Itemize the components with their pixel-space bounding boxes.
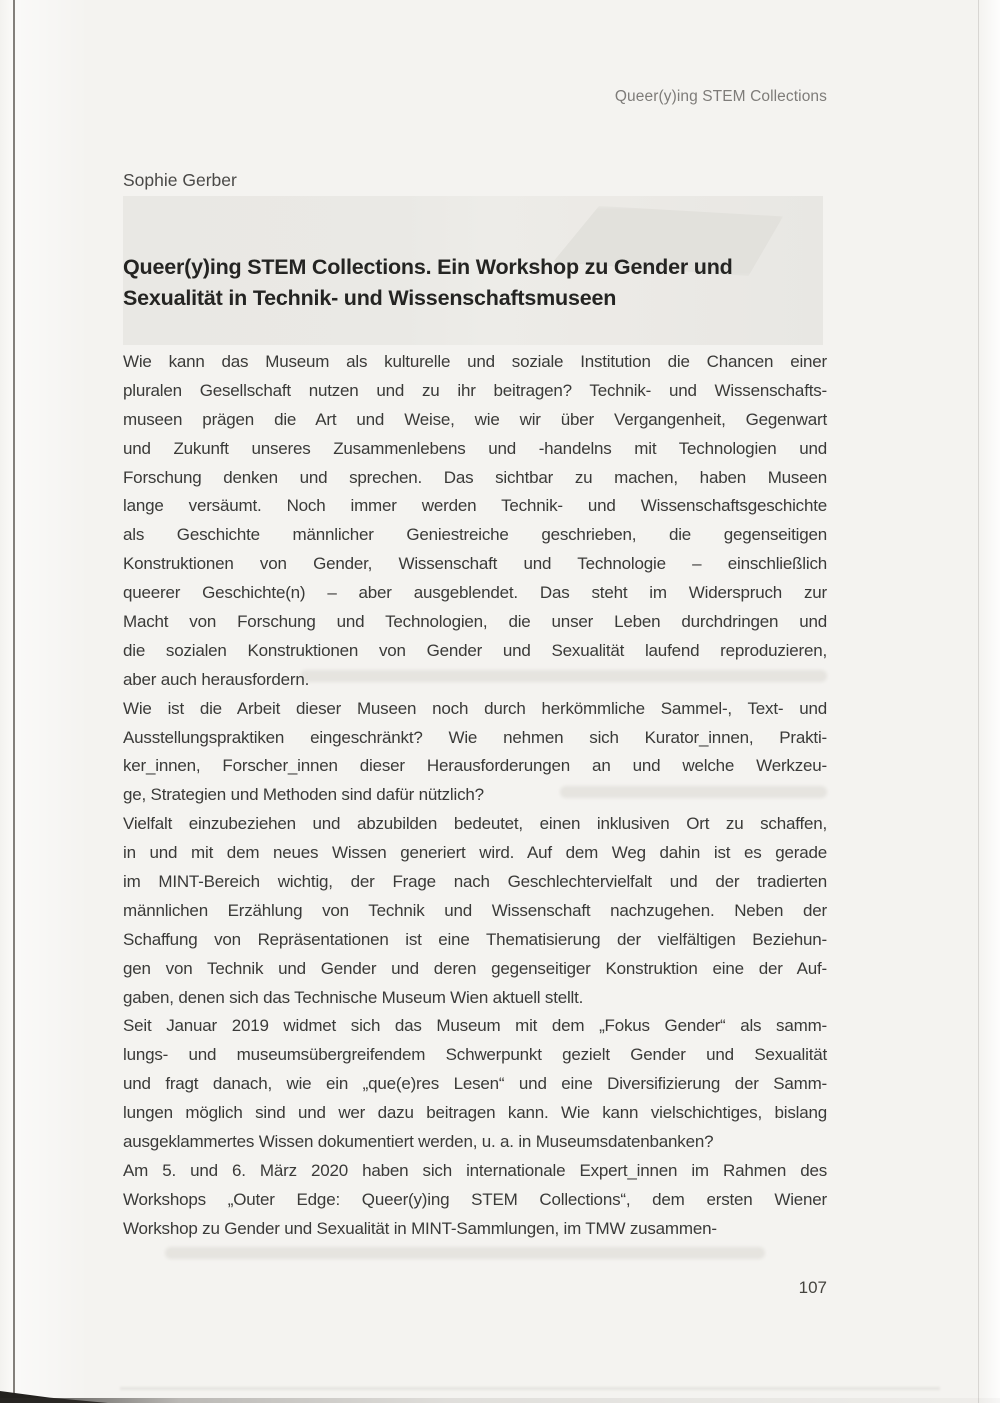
- body-line: queerer Geschichte(n) – aber ausgeblendet. Das steht im Widerspruch zur: [123, 583, 827, 603]
- body-line: Wie kann das Museum als kulturelle und soziale Institution die Chancen einer: [123, 352, 827, 371]
- body-line: Workshop zu Gender und Sexualität in MINT-Sammlungen, im TMW zusammen-: [123, 1218, 717, 1238]
- body-line: Workshops „Outer Edge: Queer(y)ing STEM Collections“, dem ersten Wiener: [123, 1189, 827, 1209]
- body-line: Seit Januar 2019 widmet sich das Museum mit dem „Fokus Gender“ als samm-: [123, 1016, 827, 1036]
- body-line: und Zukunft unseres Zusammenlebens und -handelns mit Technologien und: [123, 438, 827, 458]
- body-line: männlichen Erzählung von Technik und Wissenschaft nachzugehen. Neben der: [123, 900, 827, 920]
- body-line: ge, Strategien und Methoden sind dafür nützlich?: [123, 785, 484, 805]
- body-line: Vielfalt einzubeziehen und abzubilden bedeutet, einen inklusiven Ort zu schaffen,: [123, 814, 827, 834]
- page-right-edge-highlight: [979, 0, 1000, 1403]
- body-line: aber auch herausfordern.: [123, 669, 310, 689]
- body-line: als Geschichte männlicher Geniestreiche geschrieben, die gegenseitigen: [123, 525, 827, 545]
- scan-smudge-bottom: [120, 1387, 940, 1390]
- body-line: im MINT-Bereich wichtig, der Frage nach Geschlechtervielfalt und der tradierten: [123, 872, 827, 892]
- body-text: [123, 348, 827, 1244]
- chapter-title-line-2: Sexualität in Technik- und Wissenschaftsmuseen: [123, 285, 617, 310]
- page-number: 107: [798, 1278, 827, 1297]
- body-line: ker_innen, Forscher_innen dieser Herausforderungen an und welche Werkzeu-: [123, 756, 827, 776]
- body-line: Forschung denken und sprechen. Das sichtbar zu machen, haben Museen: [123, 467, 827, 487]
- body-line: Konstruktionen von Gender, Wissenschaft und Technologie – einschließlich: [123, 554, 827, 574]
- body-line: in und mit dem neues Wissen generiert wird. Auf dem Weg dahin ist es gerade: [123, 843, 827, 863]
- body-line: die sozialen Konstruktionen von Gender und Sexualität laufend reproduzieren,: [123, 640, 827, 660]
- body-line: gaben, denen sich das Technische Museum Wien aktuell stellt.: [123, 987, 584, 1007]
- body-line: lungs- und museumsübergreifendem Schwerpunkt gezielt Gender und Sexualität: [123, 1045, 827, 1065]
- chapter-title-line-1: Queer(y)ing STEM Collections. Ein Workshop zu Gender und: [123, 255, 733, 279]
- body-line: Wie ist die Arbeit dieser Museen noch durch herkömmliche Sammel-, Text- und: [123, 698, 827, 718]
- body-line: Ausstellungspraktiken eingeschränkt? Wie nehmen sich Kurator_innen, Prakti-: [123, 727, 827, 747]
- body-line: lange versäumt. Noch immer werden Technik- und Wissenschaftsgeschichte: [123, 496, 827, 516]
- body-line: und fragt danach, wie ein „que(e)res Lesen“ und eine Diversifizierung der Samm-: [123, 1074, 827, 1094]
- bleedthrough-text-line: [165, 1247, 765, 1259]
- body-line: Am 5. und 6. März 2020 haben sich internationale Expert_innen im Rahmen des: [123, 1160, 827, 1180]
- body-line: lungen möglich sind und wer dazu beitragen kann. Wie kann vielschichtiges, bislang: [123, 1103, 827, 1123]
- author-name: Sophie Gerber: [123, 170, 237, 190]
- body-line: museen prägen die Art und Weise, wie wir über Vergangenheit, Gegenwart: [123, 409, 827, 429]
- page-curve-highlight-left: [15, 0, 90, 1403]
- chapter-title: [123, 252, 843, 313]
- body-line: Macht von Forschung und Technologien, die unser Leben durchdringen und: [123, 612, 827, 632]
- scan-shadow-bottom: [0, 1398, 1000, 1403]
- body-line: ausgeklammertes Wissen dokumentiert werden, u. a. in Museumsdatenbanken?: [123, 1132, 714, 1152]
- body-line: pluralen Gesellschaft nutzen und zu ihr beitragen? Technik- und Wissenschafts-: [123, 380, 827, 400]
- page-left-edge: [0, 0, 13, 1403]
- running-header: Queer(y)ing STEM Collections: [614, 88, 827, 105]
- body-line: Schaffung von Repräsentationen ist eine Thematisierung der vielfältigen Beziehun-: [123, 929, 827, 949]
- body-line: gen von Technik und Gender und deren gegenseitiger Konstruktion eine der Auf-: [123, 958, 827, 978]
